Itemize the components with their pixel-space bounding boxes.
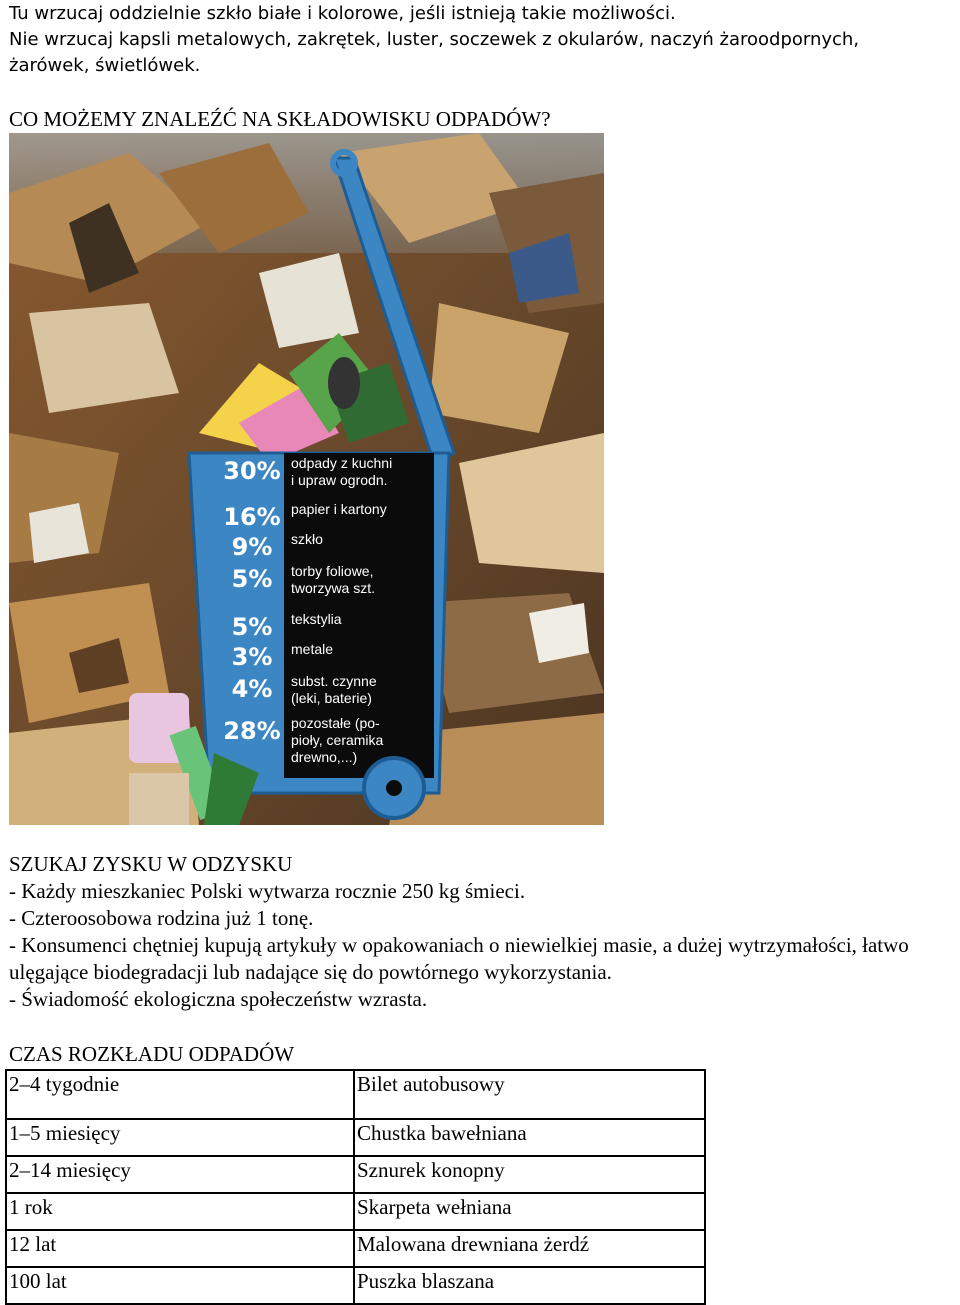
- bin-category-label: tekstylia: [291, 611, 342, 627]
- intro-line: Nie wrzucaj kapsli metalowych, zakrętek, luster, soczewek z okularów, naczyń żaroodpornych,: [9, 29, 860, 50]
- time-cell: 1–5 miesięcy: [6, 1119, 354, 1156]
- bin-percent-label: 9%: [231, 533, 273, 561]
- time-cell: 1 rok: [6, 1193, 354, 1230]
- landfill-photo: [9, 133, 604, 825]
- bin-category-label: subst. czynne: [291, 673, 377, 689]
- item-cell: Sznurek konopny: [354, 1156, 705, 1193]
- item-cell: Malowana drewniana żerdź: [354, 1230, 705, 1267]
- bin-percent-label: 16%: [223, 503, 281, 531]
- intro-line: Tu wrzucaj oddzielnie szkło białe i kolorowe, jeśli istnieją takie możliwości.: [9, 3, 676, 24]
- item-cell: Skarpeta wełniana: [354, 1193, 705, 1230]
- zysk-line: - Świadomość ekologiczna społeczeństw wzrasta.: [9, 987, 428, 1011]
- item-cell: Chustka bawełniana: [354, 1119, 705, 1156]
- decomposition-heading: CZAS ROZKŁADU ODPADÓW: [9, 1042, 295, 1066]
- table-row: [6, 1230, 705, 1267]
- zysk-line: - Każdy mieszkaniec Polski wytwarza rocznie 250 kg śmieci.: [9, 879, 526, 903]
- zysk-line: - Konsumenci chętniej kupują artykuły w opakowaniach o niewielkiej masie, a dużej wytrzymałości, łatwo ulęgające biodegradacji lub nadające się do powtórnego wykorzystania.: [9, 933, 909, 984]
- table-row: [6, 1193, 705, 1230]
- bin-category-label: metale: [291, 641, 334, 657]
- table-row: [6, 1070, 705, 1119]
- bin-percent-label: 28%: [223, 717, 281, 745]
- bin-percent-label: 5%: [231, 613, 273, 641]
- bin-category-label: pozostałe (po-: [291, 715, 380, 731]
- bin-category-label: papier i kartony: [291, 501, 387, 517]
- bin-category-label: drewno,...): [291, 749, 358, 765]
- intro-text: [9, 1, 954, 79]
- bin-category-label: i upraw ogrodn.: [291, 472, 388, 488]
- time-cell: 2–14 miesięcy: [6, 1156, 354, 1193]
- time-cell: 12 lat: [6, 1230, 354, 1267]
- landfill-bin-illustration: [9, 133, 604, 825]
- zysk-line: - Czteroosobowa rodzina już 1 tonę.: [9, 906, 314, 930]
- bin-category-label: torby foliowe,: [291, 563, 374, 579]
- intro-line: żarówek, świetlówek.: [9, 55, 201, 76]
- bin-percent-label: 3%: [231, 643, 273, 671]
- dump-heading: CO MOŻEMY ZNALEŹĆ NA SKŁADOWISKU ODPADÓW?: [9, 107, 551, 131]
- bin-category-label: szkło: [291, 531, 323, 547]
- bin-percent-label: 4%: [231, 675, 273, 703]
- bin-percent-label: 30%: [223, 457, 281, 485]
- time-cell: 100 lat: [6, 1267, 354, 1304]
- bin-category-label: tworzywa szt.: [291, 580, 376, 596]
- item-cell: Bilet autobusowy: [354, 1070, 705, 1119]
- bin-category-label: (leki, baterie): [291, 690, 372, 706]
- bin-category-label: pioły, ceramika: [291, 732, 384, 748]
- table-row: [6, 1119, 705, 1156]
- item-cell: Puszka blaszana: [354, 1267, 705, 1304]
- zysk-heading: SZUKAJ ZYSKU W ODZYSKU: [9, 852, 293, 876]
- table-row: [6, 1267, 705, 1304]
- decomposition-table: [5, 1069, 706, 1305]
- time-cell: 2–4 tygodnie: [6, 1070, 354, 1119]
- zysk-section: [9, 851, 959, 1013]
- bin-category-label: odpady z kuchni: [291, 455, 393, 471]
- table-row: [6, 1156, 705, 1193]
- bin-percent-label: 5%: [231, 565, 273, 593]
